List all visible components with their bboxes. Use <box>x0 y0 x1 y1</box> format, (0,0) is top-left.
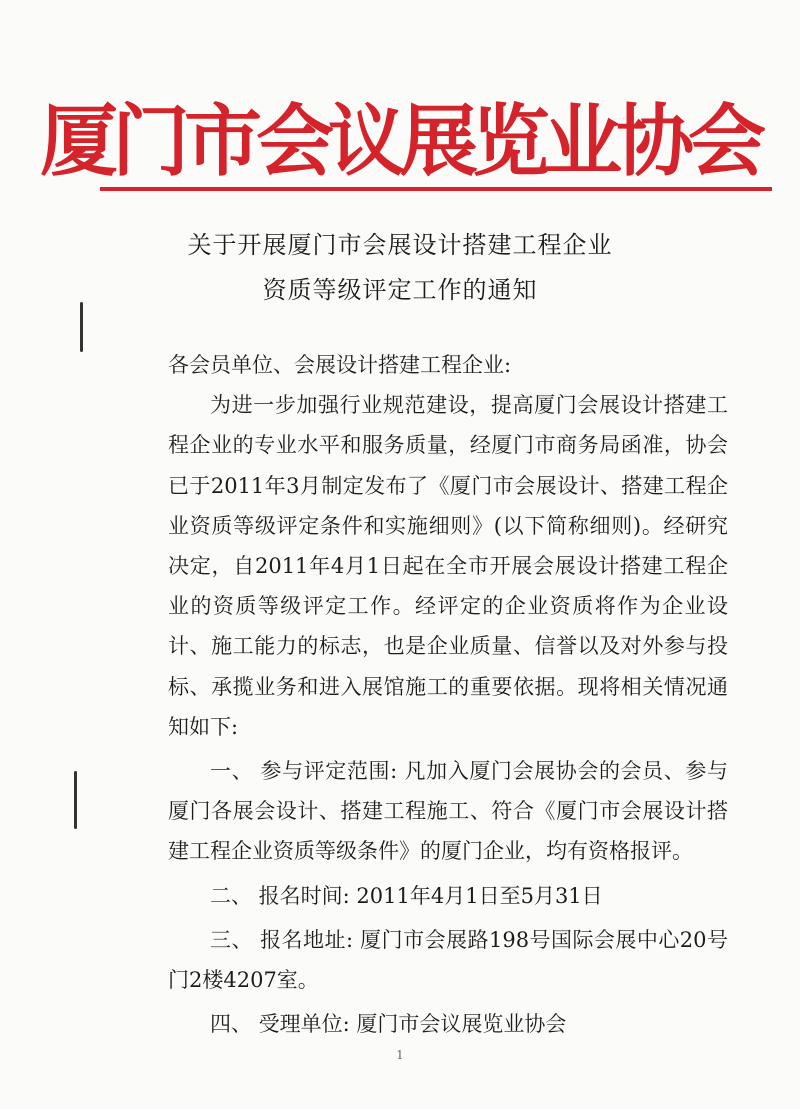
notice-body <box>168 345 728 1044</box>
salutation: 各会员单位、会展设计搭建工程企业: <box>168 353 512 377</box>
intro-paragraph: 为进一步加强行业规范建设，提高厦门会展设计搭建工程企业的专业水平和服务质量，经厦门市商务局函准，协会已于2011年3月制定发布了《厦门市会展设计、搭建工程企业资质等级评定条件和实施细则》(以下简称细则)。经研究决定，自2011年4月1日起在全市开展会展设计搭建工程企业的资质等级评定工作。经评定的企业资质将作为企业设计、施工能力的标志，也是企业质量、信誉以及对外参与投标、承揽业务和进入展馆施工的重要依据。现将相关情况通知如下: <box>168 393 728 739</box>
letterhead-title: 厦门市会议展览业协会 <box>39 96 760 187</box>
notice-title-line-2: 资质等级评定工作的通知 <box>262 276 538 304</box>
notice-item-address: 三、 报名地址: 厦门市会展路198号国际会展中心20号门2楼4207室。 <box>168 927 728 993</box>
staple-mark <box>74 771 77 829</box>
notice-item-time: 二、 报名时间: 2011年4月1日至5月31日 <box>210 883 603 908</box>
page-number: 1 <box>396 1048 404 1062</box>
notice-item-scope: 一、 参与评定范围: 凡加入厦门会展协会的会员、参与厦门各展会设计、搭建工程施工、符合《厦门市会展设计搭建工程企业资质等级条件》的厦门企业，均有资格报评。 <box>168 759 728 864</box>
notice-title-line-1: 关于开展厦门市会展设计搭建工程企业 <box>187 231 613 259</box>
staple-mark <box>80 302 83 352</box>
letterhead-red-rule <box>100 187 772 191</box>
notice-item-unit: 四、 受理单位: 厦门市会议展览业协会 <box>210 1012 567 1037</box>
